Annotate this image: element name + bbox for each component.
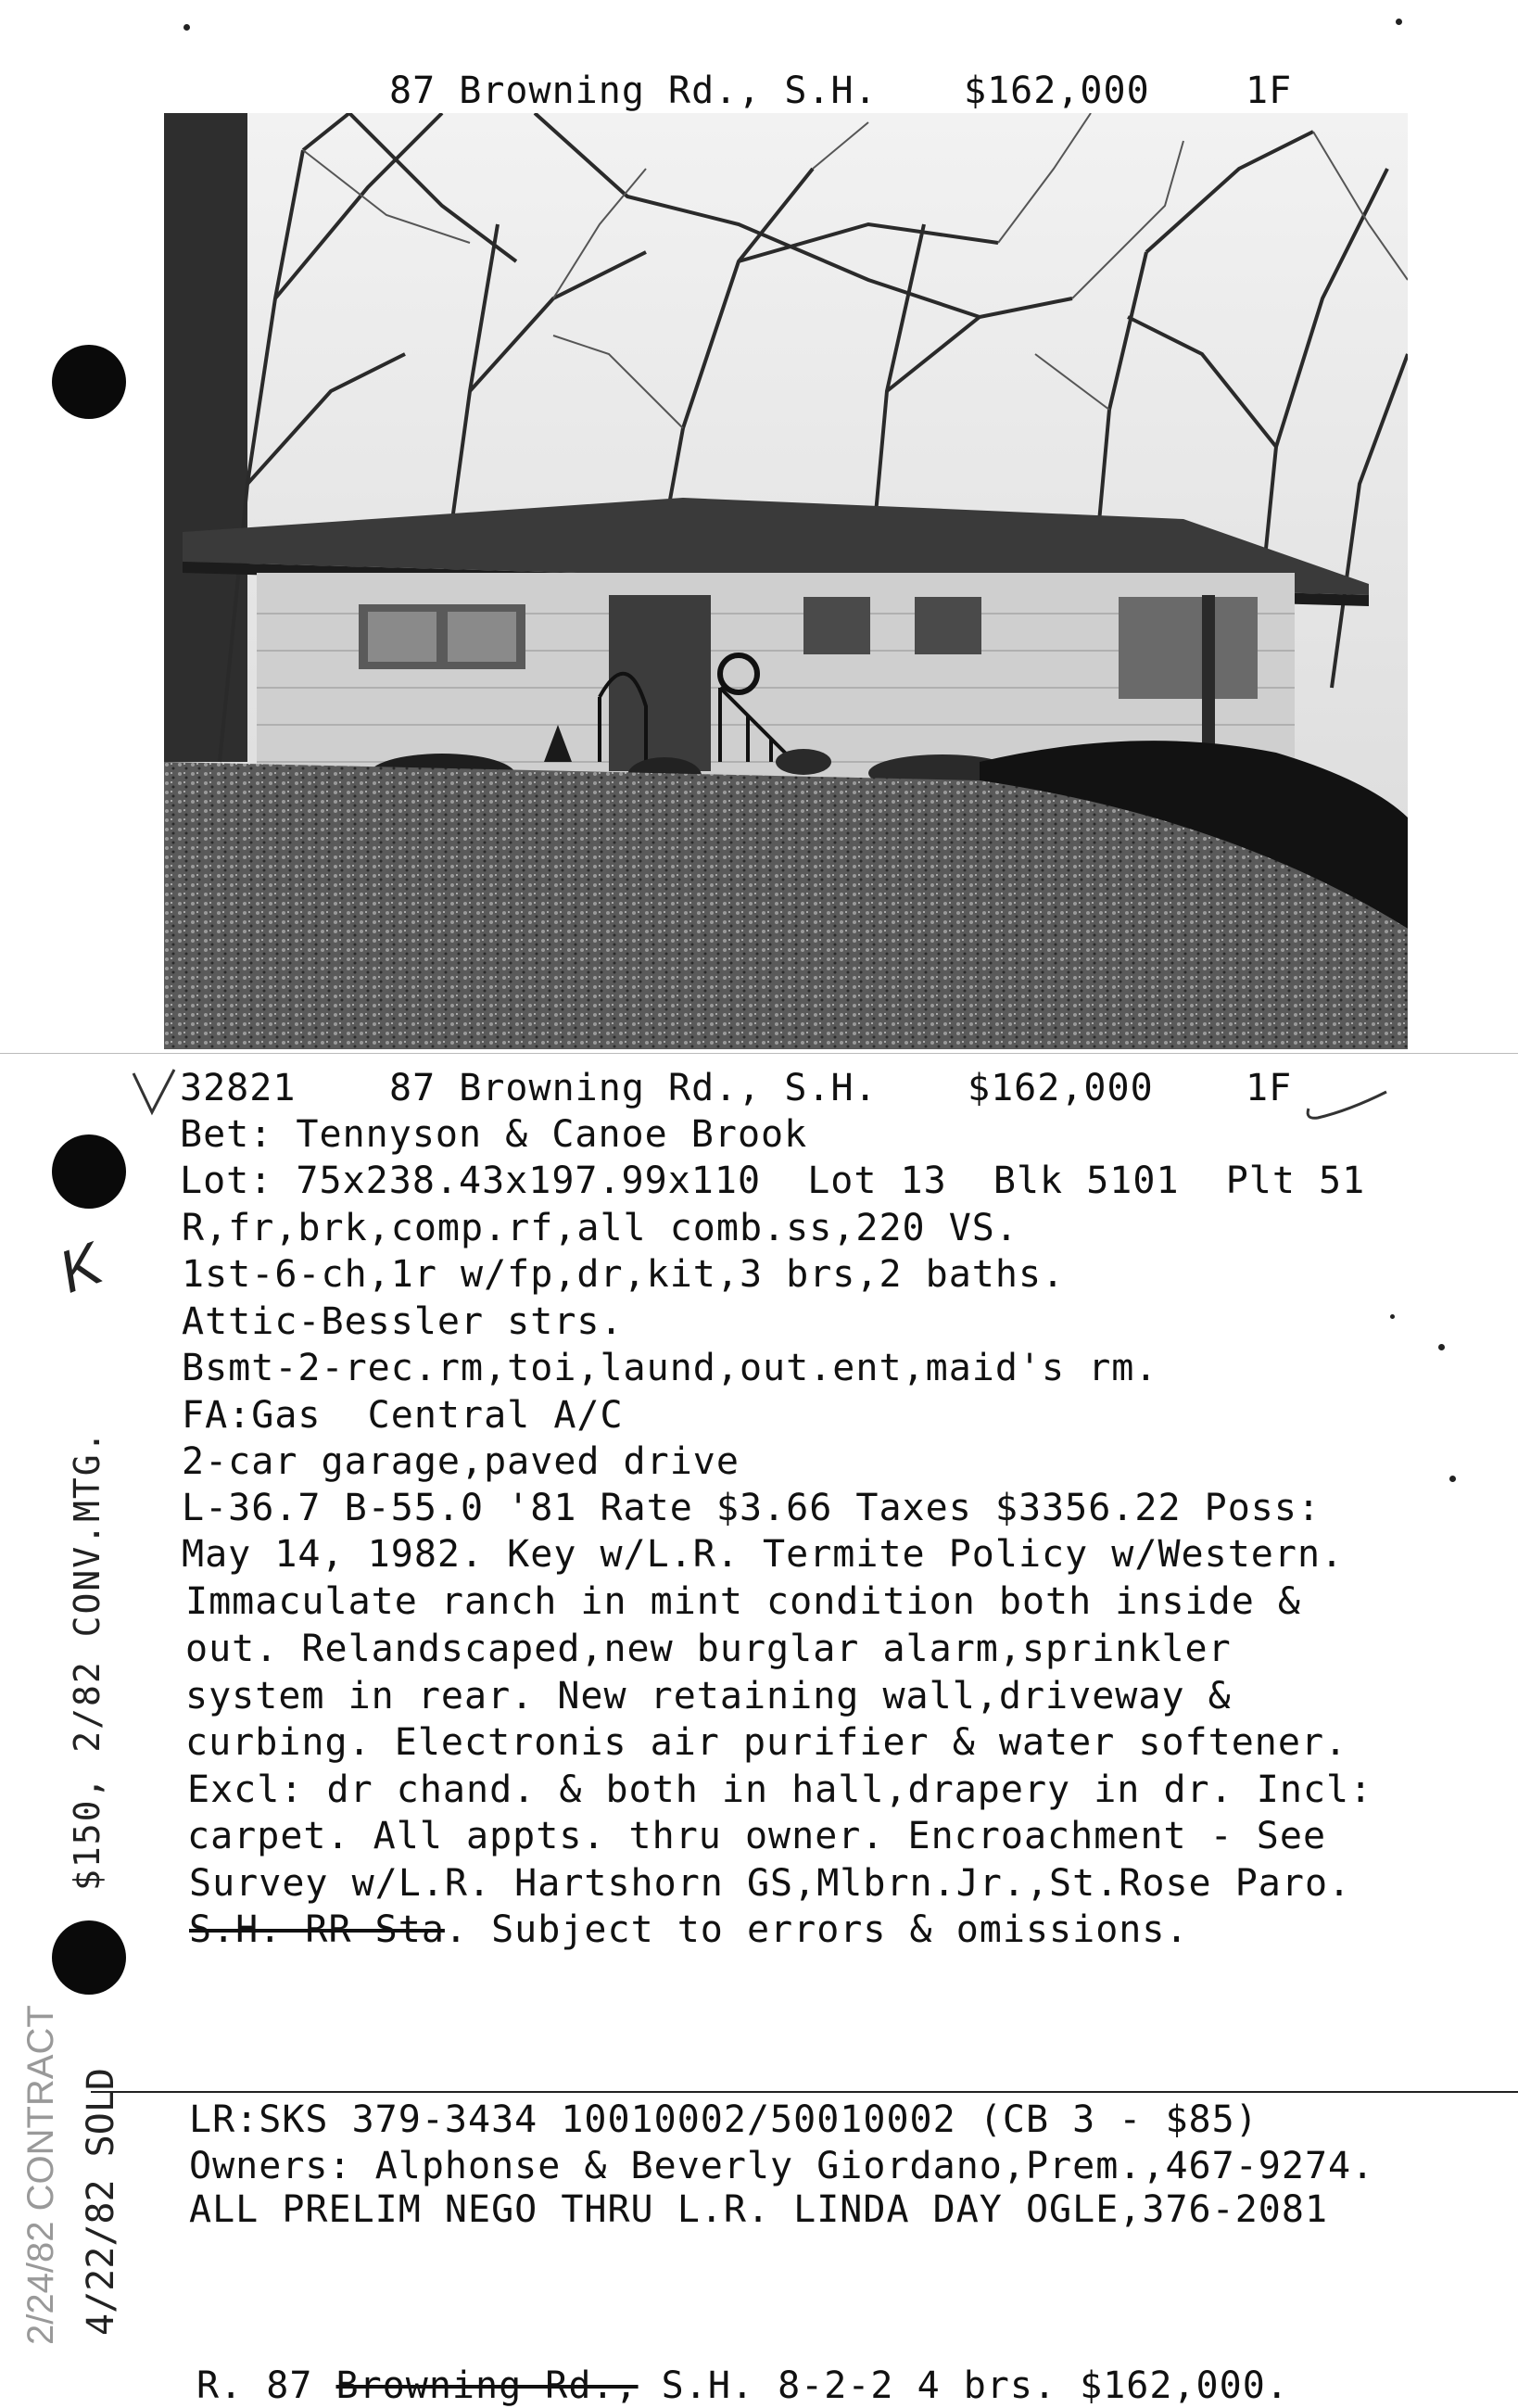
speck: [1396, 19, 1402, 25]
footer-line-listing-realtor: LR:SKS 379-3434 10010002/50010002 (CB 3 - $85): [189, 2098, 1259, 2141]
disclaimer-text: . Subject to errors & omissions.: [444, 1908, 1189, 1951]
house-photo-illustration: [164, 113, 1408, 1049]
speck: [1390, 1314, 1395, 1319]
listing-line-attic: Attic-Bessler strs.: [182, 1300, 624, 1343]
check-mark-icon: [128, 1066, 183, 1122]
punch-hole-top: [52, 345, 126, 419]
summary-struck-address: Browning Rd.,: [335, 2364, 639, 2407]
speck: [183, 24, 190, 31]
listing-line-appointments: carpet. All appts. thru owner. Encroachment - See: [187, 1815, 1327, 1857]
listing-line-possession: May 14, 1982. Key w/L.R. Termite Policy w/Western.: [182, 1533, 1345, 1576]
footer-divider: [91, 2091, 1518, 2093]
listing-line-schools: Survey w/L.R. Hartshorn GS,Mlbrn.Jr.,St.Rose Paro.: [189, 1862, 1352, 1905]
header-address: 87 Browning Rd., S.H.: [389, 70, 878, 112]
header-price: $162,000: [964, 70, 1150, 112]
listing-line-first-floor: 1st-6-ch,1r w/fp,dr,kit,3 brs,2 baths.: [182, 1253, 1066, 1296]
summary-prefix: R. 87: [196, 2364, 336, 2407]
listing-line-cross-streets: Bet: Tennyson & Canoe Brook: [180, 1113, 808, 1156]
punch-hole-bottom: [52, 1920, 126, 1995]
listing-line-basement: Bsmt-2-rec.rm,toi,laund,out.ent,maid's rm.: [182, 1347, 1158, 1389]
footer-line-negotiations: ALL PRELIM NEGO THRU L.R. LINDA DAY OGLE,376-2081: [189, 2188, 1329, 2231]
margin-note-mortgage: $150, 2/82 CONV.MTG.: [67, 1429, 108, 1891]
house-photo: [164, 113, 1408, 1049]
listing-line-remarks-2: out. Relandscaped,new burglar alarm,sprinkler: [185, 1628, 1232, 1670]
listing-style: 1F: [1246, 1067, 1293, 1109]
summary-rest: S.H. 8-2-2 4 brs. $162,000.: [638, 2364, 1289, 2407]
header-style: 1F: [1246, 70, 1293, 112]
listing-line-construction: R,fr,brk,comp.rf,all comb.ss,220 VS.: [182, 1207, 1018, 1249]
listing-line-heating: FA:Gas Central A/C: [182, 1394, 624, 1437]
listing-line-garage: 2-car garage,paved drive: [182, 1440, 740, 1483]
footer-line-owners: Owners: Alphonse & Beverly Giordano,Prem.,467-9274.: [189, 2145, 1375, 2187]
punch-hole-middle: [52, 1134, 126, 1209]
listing-address: 87 Browning Rd., S.H.: [389, 1067, 878, 1109]
listing-line-remarks-4: curbing. Electronis air purifier & water softener.: [185, 1721, 1348, 1764]
speck: [1449, 1476, 1456, 1482]
speck: [1438, 1344, 1445, 1350]
listing-mls: 32821: [180, 1067, 297, 1109]
listing-line-exclusions: Excl: dr chand. & both in hall,drapery in dr. Incl:: [187, 1768, 1373, 1811]
listing-line-remarks-1: Immaculate ranch in mint condition both inside &: [185, 1580, 1301, 1623]
listing-line-disclaimer: [189, 1907, 1189, 1952]
struck-station: S.H. RR Sta: [189, 1908, 445, 1951]
page-fold-line: [0, 1053, 1518, 1054]
listing-line-taxes: L-36.7 B-55.0 '81 Rate $3.66 Taxes $3356.22 Poss:: [182, 1487, 1322, 1529]
listing-line-remarks-3: system in rear. New retaining wall,driveway &: [185, 1675, 1232, 1717]
listing-line-lot: Lot: 75x238.43x197.99x110 Lot 13 Blk 5101 Plt 51: [180, 1160, 1366, 1202]
check-mark-icon: [1301, 1086, 1394, 1133]
listing-price: $162,000: [968, 1067, 1154, 1109]
margin-note-initial: K: [50, 1229, 111, 1306]
margin-note-contract: 2/24/82 CONTRACT: [20, 2005, 61, 2345]
summary-line: [196, 2364, 1289, 2408]
margin-note-sold: 4/22/82 SOLD: [80, 2068, 122, 2336]
